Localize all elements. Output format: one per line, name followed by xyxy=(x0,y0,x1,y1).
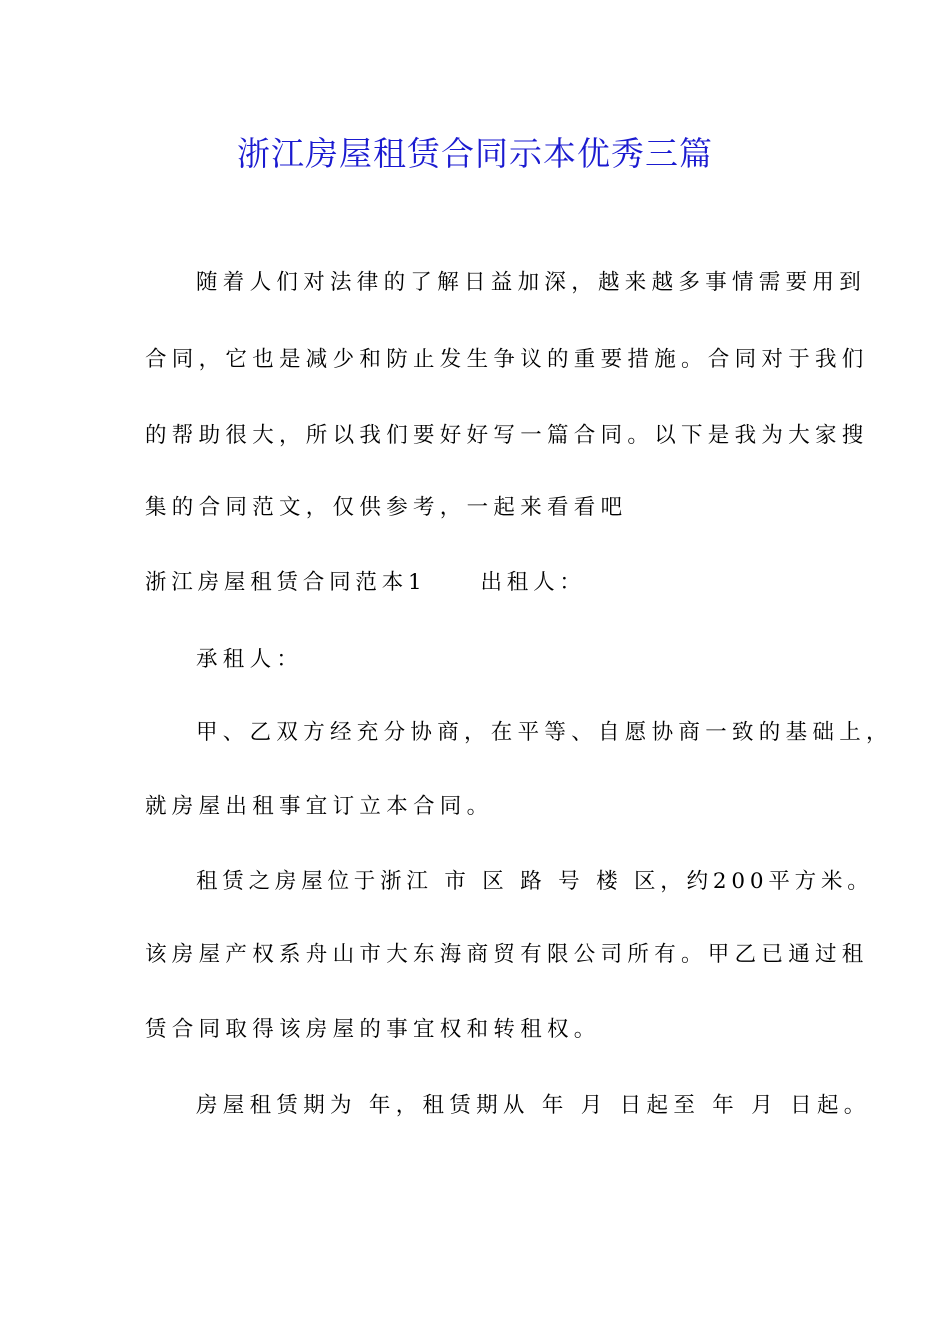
section-heading: 浙江房屋租赁合同范本1 xyxy=(145,570,427,595)
clause-line: 租赁之房屋位于浙江 市 区 路 号 楼 区，约200平方米。 xyxy=(196,869,874,894)
intro-line: 随着人们对法律的了解日益加深，越来越多事情需要用到 xyxy=(196,270,867,295)
intro-line: 合同，它也是减少和防止发生争议的重要措施。合同对于我们 xyxy=(145,347,869,372)
section-heading-row xyxy=(145,568,845,598)
clause-line: 房屋租赁期为 年，租赁期从 年 月 日起至 年 月 日起。 xyxy=(196,1093,871,1118)
document-title: 浙江房屋租赁合同示本优秀三篇 xyxy=(237,134,713,173)
clause-line: 甲、乙双方经充分协商，在平等、自愿协商一致的基础上， xyxy=(196,720,893,745)
clause-line: 该房屋产权系舟山市大东海商贸有限公司所有。甲乙已通过租 xyxy=(145,942,869,967)
lessee-label: 承租人： xyxy=(196,647,304,672)
intro-line: 集的合同范文，仅供参考，一起来看看吧 xyxy=(145,495,628,520)
intro-line: 的帮助很大，所以我们要好好写一篇合同。以下是我为大家搜 xyxy=(145,423,869,448)
clause-line: 就房屋出租事宜订立本合同。 xyxy=(145,794,494,819)
lessor-label: 出租人： xyxy=(480,570,586,595)
clause-line: 赁合同取得该房屋的事宜权和转租权。 xyxy=(145,1017,601,1042)
